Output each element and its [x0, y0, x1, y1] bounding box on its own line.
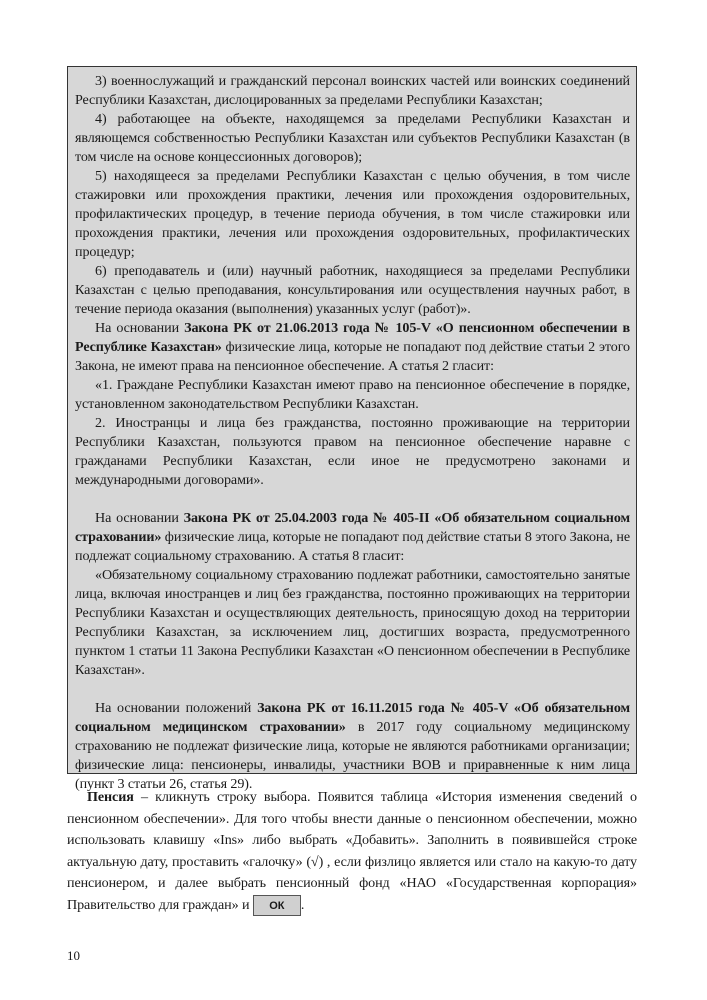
- quote-article2-p1: «1. Граждане Республики Казахстан имеют право на пенсионное обеспечение в порядке, установленном законодательством Республики Казахстан.: [75, 377, 630, 412]
- main-text: [67, 787, 637, 916]
- term-pension: Пенсия: [87, 789, 134, 805]
- quote-article8: «Обязательному социальному страхованию подлежат работники, самостоятельно занятые лица, включая иностранцев и лиц без гражданства, постоянно проживающих на территории Республики Казахстан и осуществляющих деятельность, приносящую доход на территории Республики Казахстан, за исключением лиц, достигших возраста, предусмотренного пунктом 1 статьи 11 Закона Республики Казахстан «О пенсионном обеспечении в Республике Казахстан».: [75, 567, 630, 678]
- paragraph-pension-law: [75, 319, 630, 376]
- spacer: [75, 680, 630, 699]
- text: На основании: [95, 320, 185, 336]
- instruction-text: – кликнуть строку выбора. Появится таблица «История изменения сведений о пенсионном обеспечении». Для того чтобы внести данные о пенсионном обеспечении, можно использовать клавишу «Ins» либо выбрать «Добавить». Заполнить в появившейся строке актуальную дату, проставить «галочку» (√) , если физлицо является или стало на какую-то дату пенсионером, и далее выбрать пенсионный фонд «НАО «Государственная корпорация» Правительство для граждан» и: [67, 789, 637, 913]
- pension-instruction: [67, 787, 637, 916]
- text: физические лица, которые не попадают под действие статьи 8 этого Закона, не подлежат социальному страхованию. А статья 8 гласит:: [75, 529, 630, 564]
- law-reference-social-insurance: Закона РК от 25.04.2003 года № 405-II «Об обязательном социальном страховании»: [75, 510, 631, 545]
- law-reference-pension: Закона РК от 21.06.2013 года № 105-V «О пенсионном обеспечении в Республике Казахстан»: [75, 320, 630, 355]
- text: На основании положений: [95, 700, 258, 716]
- ok-button[interactable]: ОК: [253, 895, 301, 916]
- paragraph-medical-insurance-law: [75, 699, 630, 794]
- paragraph-item-3: 3) военнослужащий и гражданский персонал воинских частей или воинских соединений Республики Казахстан, дислоцированных за пределами Республики Казахстан;: [75, 73, 630, 108]
- paragraph-item-4: 4) работающее на объекте, находящемся за пределами Республики Казахстан и являющемся собственностью Республики Казахстан или субъектов Республики Казахстан (в том числе на основе концессионных договоров);: [75, 111, 630, 165]
- paragraph-social-insurance-law: [75, 509, 630, 566]
- paragraph-item-5: 5) находящееся за пределами Республики Казахстан с целью обучения, в том числе стажировки или прохождения практики, лечения или прохождения оздоровительных, профилактических процедур, в течение периода обучения, в том числе стажировки или прохождения практики, лечения или прохождения оздоровительных, профилактических процедур;: [75, 168, 630, 260]
- paragraph-item-6: 6) преподаватель и (или) научный работник, находящиеся за пределами Республики Казахстан с целью преподавания, консультирования или осуществления научных работ, в течение периода оказания (выполнения) указанных услуг (работ)».: [75, 263, 630, 317]
- text: .: [300, 896, 305, 913]
- law-reference-medical-insurance: Закона РК от 16.11.2015 года № 405-V «Об обязательном социальном медицинском страховании»: [75, 700, 630, 735]
- law-excerpt-box: [67, 66, 637, 792]
- quote-article2-p2: 2. Иностранцы и лица без гражданства, постоянно проживающие на территории Республики Казахстан, пользуются правом на пенсионное обеспечение наравне с гражданами Республики Казахстан, если иное не предусмотрено законами и международными договорами».: [75, 415, 630, 488]
- text: в 2017 году социальному медицинскому страхованию не подлежат физические лица, которые не являются работниками организации; физические лица: пенсионеры, инвалиды, участники ВОВ и приравненные к ним лица (пункт 3 статьи 26, статья 29).: [75, 719, 630, 792]
- page-number: 10: [67, 948, 80, 963]
- text: физические лица, которые не попадают под действие статьи 2 этого Закона, не имеют права на пенсионное обеспечение. А статья 2 гласит:: [75, 339, 631, 374]
- spacer: [75, 490, 630, 509]
- text: На основании: [95, 510, 184, 526]
